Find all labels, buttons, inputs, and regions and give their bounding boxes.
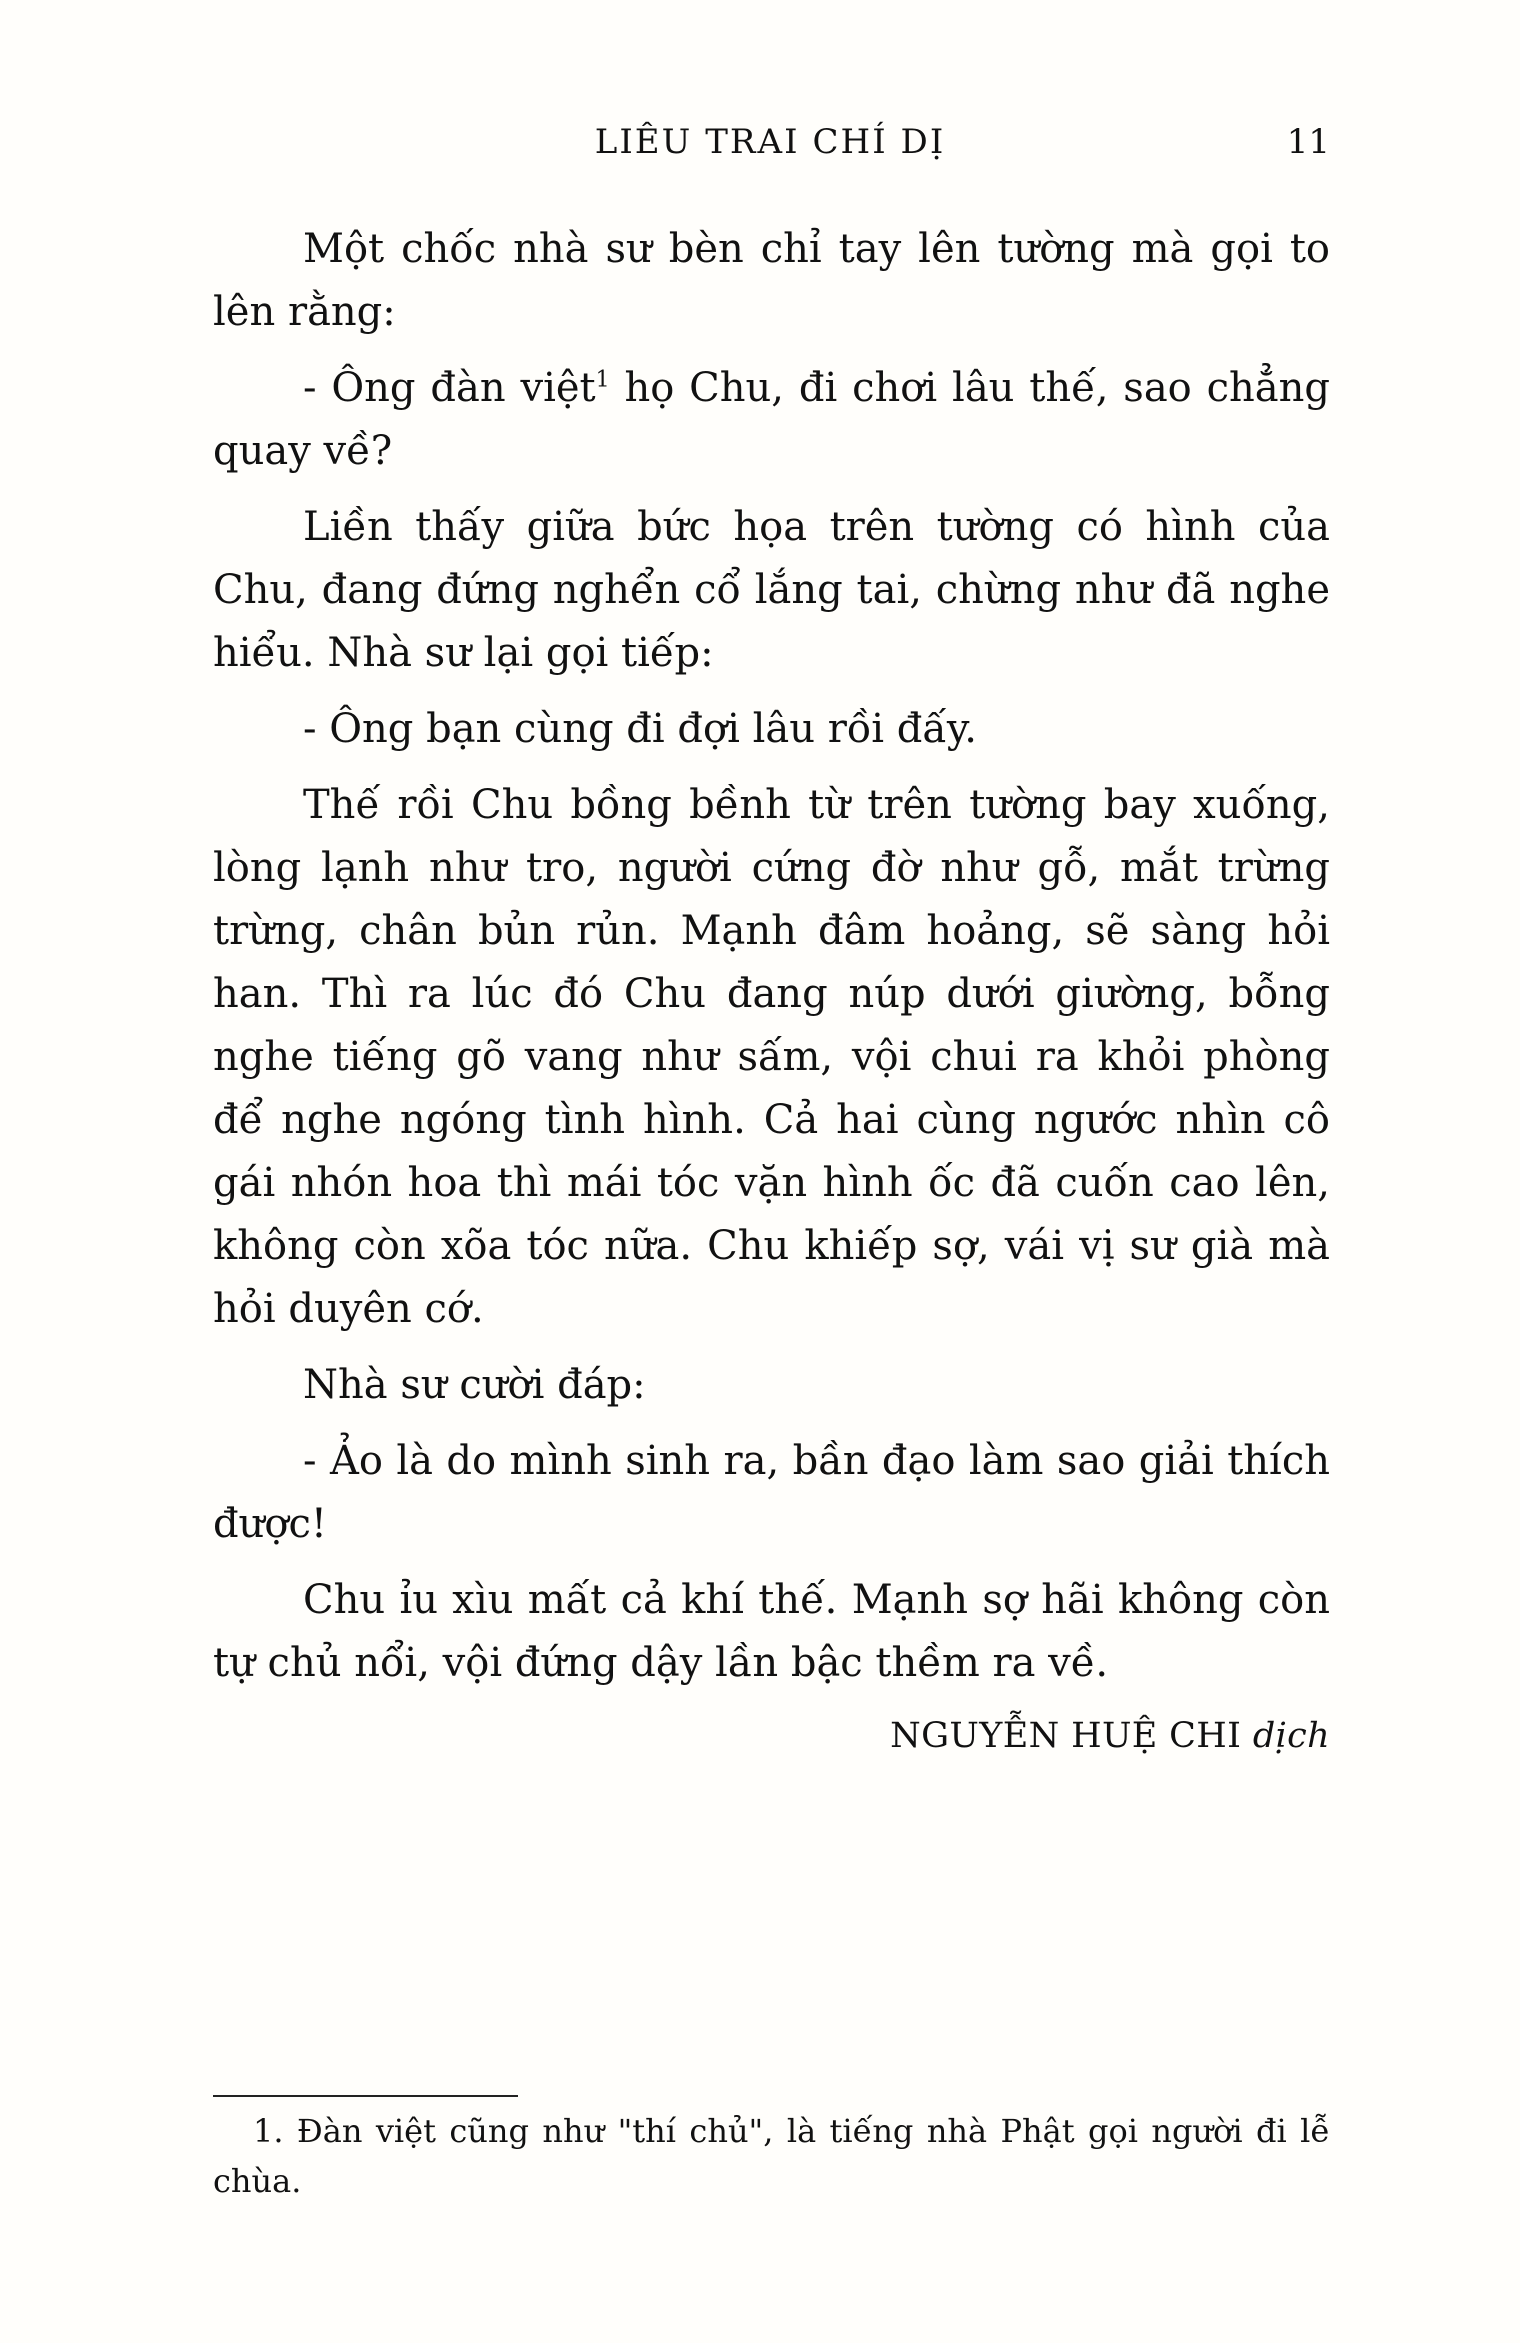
paragraph-6: Nhà sư cười đáp:: [303, 1362, 646, 1408]
paragraph-4: - Ông bạn cùng đi đợi lâu rồi đấy.: [303, 706, 977, 752]
paragraph-3: Liền thấy giữa bức họa trên tường có hình của Chu, đang đứng nghển cổ lắng tai, chừng như đã nghe hiểu. Nhà sư lại gọi tiếp:: [213, 504, 1330, 676]
paragraph-5: Thế rồi Chu bồng bềnh từ trên tường bay xuống, lòng lạnh như tro, người cứng đờ như gỗ, mắt trừng trừng, chân bủn rủn. Mạnh đâm hoảng, sẽ sàng hỏi han. Thì ra lúc đó Chu đang núp dưới giường, bỗng nghe tiếng gõ vang như sấm, vội chui ra khỏi phòng để nghe ngóng tình hình. Cả hai cùng ngước nhìn cô gái nhón hoa thì mái tóc vặn hình ốc đã cuốn cao lên, không còn xõa tóc nữa. Chu khiếp sợ, vái vị sư già mà hỏi duyên cớ.: [213, 782, 1330, 1332]
translator-role: dịch: [1252, 1716, 1330, 1756]
page-number: 11: [1286, 122, 1330, 162]
paragraph-7: - Ảo là do mình sinh ra, bần đạo làm sao giải thích được!: [213, 1438, 1330, 1547]
running-title: LIÊU TRAI CHÍ DỊ: [594, 122, 946, 162]
footnote-reference: 1: [595, 367, 610, 393]
paragraph-8: Chu ỉu xìu mất cả khí thế. Mạnh sợ hãi không còn tự chủ nổi, vội đứng dậy lần bậc thềm ra về.: [213, 1577, 1330, 1686]
running-header: [210, 112, 1330, 172]
paragraph-2: [213, 357, 1330, 483]
translator-name: NGUYỄN HUỆ CHI: [890, 1716, 1242, 1756]
paragraph-2-end: họ Chu, đi chơi lâu thế, sao chẳng quay về?: [213, 365, 1330, 474]
translator-credit: [213, 1709, 1330, 1764]
footnote: 1. Đàn việt cũng như "thí chủ", là tiếng nhà Phật gọi người đi lễ chùa.: [213, 2112, 1330, 2200]
paragraph-1: Một chốc nhà sư bèn chỉ tay lên tường mà gọi to lên rằng:: [213, 226, 1330, 335]
footnote-divider: [213, 2095, 518, 2097]
body-text: [213, 218, 1330, 1764]
paragraph-2-start: - Ông đàn việt: [303, 365, 596, 411]
